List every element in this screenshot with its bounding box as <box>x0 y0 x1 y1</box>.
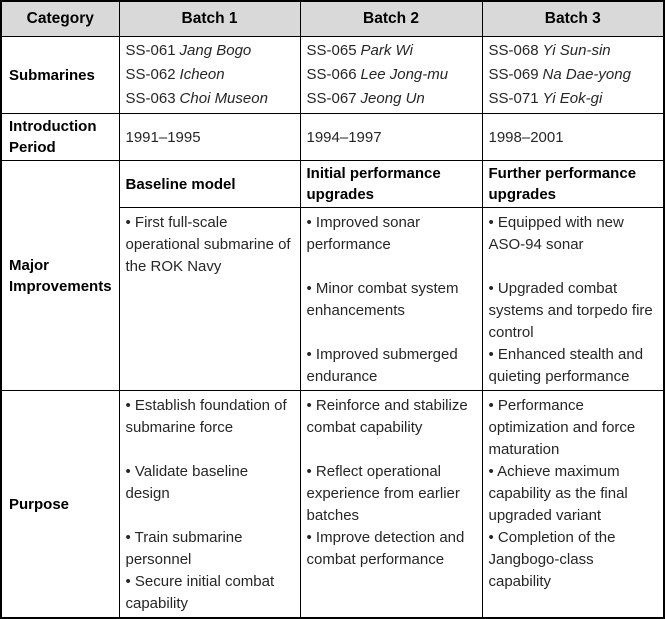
submarine-name: Jeong Un <box>360 90 425 107</box>
hull-number: SS-061 <box>125 42 176 59</box>
hull-number: SS-063 <box>125 90 176 107</box>
submarine-name: Jang Bogo <box>179 42 252 59</box>
major-improvements-title-row <box>1 161 664 208</box>
improvements-batch2-cell <box>300 208 482 391</box>
hull-number: SS-069 <box>488 66 539 83</box>
purpose-item: • Establish foundation of submarine force <box>125 397 287 436</box>
improvement-title-batch3: Further performance upgrades <box>482 161 664 208</box>
submarine-name: Lee Jong-mu <box>360 66 449 83</box>
purpose-item: • Train submarine personnel <box>125 529 243 568</box>
submarines-batch3-cell <box>482 37 664 114</box>
submarines-batch2-cell <box>300 37 482 114</box>
hull-number: SS-068 <box>488 42 539 59</box>
introduction-period-batch1-cell: 1991–1995 <box>119 114 300 161</box>
purpose-batch2-cell <box>300 391 482 619</box>
purpose-item: • Validate baseline design <box>125 463 249 502</box>
header-row <box>1 1 664 37</box>
header-cell-batch1: Batch 1 <box>119 1 300 37</box>
purpose-item: • Completion of the Jangbogo-class capability <box>488 529 616 590</box>
purpose-item: • Reflect operational experience from earlier batches <box>306 463 460 524</box>
submarine-entry <box>126 87 294 111</box>
improvement-item: • Minor combat system enhancements <box>306 280 459 319</box>
improvement-title-batch1: Baseline model <box>119 161 300 208</box>
submarines-row <box>1 37 664 114</box>
header-cell-category: Category <box>1 1 119 37</box>
purpose-item: • Reinforce and stabilize combat capability <box>306 397 468 436</box>
row-label-submarines: Submarines <box>1 37 119 114</box>
improvements-batch1-cell <box>119 208 300 391</box>
improvement-title-batch2: Initial performance upgrades <box>300 161 482 208</box>
hull-number: SS-062 <box>125 66 176 83</box>
improvement-item: • Enhanced stealth and quieting performance <box>488 346 644 385</box>
submarine-name: Choi Museon <box>179 90 268 107</box>
hull-number: SS-066 <box>306 66 357 83</box>
row-label-purpose: Purpose <box>1 391 119 619</box>
hull-number: SS-071 <box>488 90 539 107</box>
improvement-item: • Equipped with new ASO-94 sonar <box>488 214 624 253</box>
submarines-batch1-cell <box>119 37 300 114</box>
introduction-period-batch2-cell: 1994–1997 <box>300 114 482 161</box>
purpose-item: • Secure initial combat capability <box>125 573 275 612</box>
improvements-batch3-cell <box>482 208 664 391</box>
purpose-item: • Improve detection and combat performance <box>306 529 465 568</box>
submarine-entry <box>489 87 658 111</box>
hull-number: SS-065 <box>306 42 357 59</box>
hull-number: SS-067 <box>306 90 357 107</box>
purpose-batch3-cell <box>482 391 664 619</box>
submarine-name: Yi Sun-sin <box>542 42 611 59</box>
purpose-item: • Achieve maximum capability as the final upgraded variant <box>488 463 628 524</box>
row-label-introduction-period: Introduction Period <box>1 114 119 161</box>
row-label-major-improvements: Major Improvements <box>1 161 119 391</box>
submarine-entry <box>489 39 658 63</box>
purpose-row <box>1 391 664 619</box>
improvement-item: • Improved sonar performance <box>306 214 421 253</box>
submarine-name: Na Dae-yong <box>542 66 631 83</box>
improvement-item: • First full-scale operational submarine of the ROK Navy <box>125 214 291 275</box>
submarine-name: Park Wi <box>360 42 413 59</box>
header-cell-batch2: Batch 2 <box>300 1 482 37</box>
introduction-period-batch3-cell: 1998–2001 <box>482 114 664 161</box>
submarine-entry <box>307 87 476 111</box>
submarine-name: Yi Eok-gi <box>542 90 603 107</box>
submarine-name: Icheon <box>179 66 225 83</box>
submarine-entry <box>126 39 294 63</box>
purpose-batch1-cell <box>119 391 300 619</box>
submarine-entry <box>307 39 476 63</box>
improvement-item: • Improved submerged endurance <box>306 346 458 385</box>
submarine-entry <box>307 63 476 87</box>
submarine-entry <box>126 63 294 87</box>
submarine-entry <box>489 63 658 87</box>
improvement-item: • Upgraded combat systems and torpedo fire control <box>488 280 653 341</box>
purpose-item: • Performance optimization and force maturation <box>488 397 636 458</box>
header-cell-batch3: Batch 3 <box>482 1 664 37</box>
introduction-period-row <box>1 114 664 161</box>
